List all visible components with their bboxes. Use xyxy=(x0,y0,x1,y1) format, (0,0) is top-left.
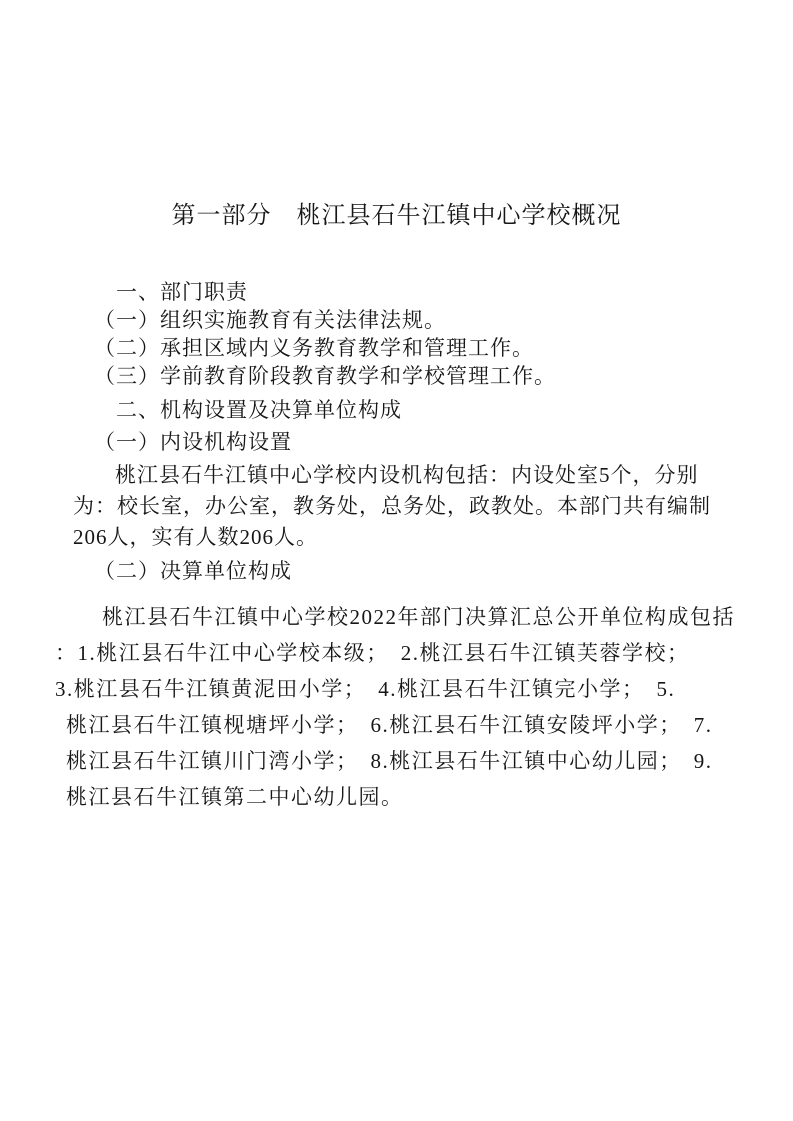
document-line: ：1.桃江县石牛江中心学校本级； 2.桃江县石牛江镇芙蓉学校； xyxy=(55,641,690,665)
document-line: 为：校长室，办公室，教务处，总务处，政教处。本部门共有编制 xyxy=(73,494,711,518)
document-line: （二）决算单位构成 xyxy=(94,559,292,583)
document-line: 桃江县石牛江镇第二中心幼儿园。 xyxy=(66,785,404,809)
document-line: （三）学前教育阶段教育教学和学校管理工作。 xyxy=(94,364,556,388)
document-line: 206人，实有人数206人。 xyxy=(73,525,318,549)
document-title: 第一部分 桃江县石牛江镇中心学校概况 xyxy=(171,203,622,229)
document-line: （一）内设机构设置 xyxy=(94,430,292,454)
document-line: 桃江县石牛江镇枧塘坪小学； 6.桃江县石牛江镇安陵坪小学； 7. xyxy=(66,713,713,737)
document-line: 桃江县石牛江镇川门湾小学； 8.桃江县石牛江镇中心幼儿园； 9. xyxy=(66,749,713,773)
document-line: 一、部门职责 xyxy=(116,280,248,304)
document-line: 二、机构设置及决算单位构成 xyxy=(116,398,402,422)
document-line: （二）承担区域内义务教育教学和管理工作。 xyxy=(94,336,534,360)
document-line: 桃江县石牛江镇中心学校2022年部门决算汇总公开单位构成包括 xyxy=(102,605,735,629)
document-line: 桃江县石牛江镇中心学校内设机构包括：内设处室5个，分别 xyxy=(115,463,699,487)
document-line: （一）组织实施教育有关法律法规。 xyxy=(94,308,446,332)
document-body xyxy=(0,278,793,815)
document-line: 3.桃江县石牛江镇黄泥田小学； 4.桃江县石牛江镇完小学； 5. xyxy=(55,677,676,701)
